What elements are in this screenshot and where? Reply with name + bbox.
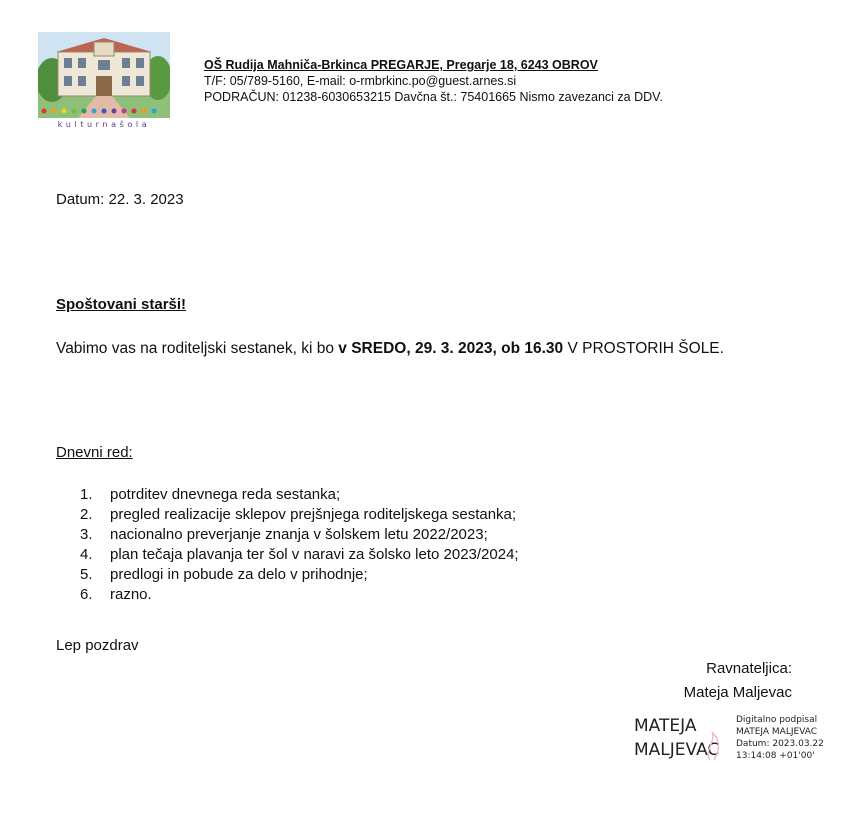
agenda-number: 6. [80,586,93,603]
closing: Lep pozdrav [56,637,139,654]
agenda-text: plan tečaja plavanja ter šol v naravi za šolsko leto 2023/2024; [110,546,519,563]
agenda-number: 4. [80,546,93,563]
digital-signature-details [736,714,824,762]
logo-caption: kulturnašola [57,120,151,129]
invitation-intro: Vabimo vas na roditeljski sestanek, ki bo [56,340,339,357]
agenda-item [80,505,519,525]
signer-name: Mateja Maljevac [683,684,792,701]
meeting-datetime: v SREDO, 29. 3. 2023, ob 16.30 [338,340,564,357]
agenda-text: nacionalno preverjanje znanja v šolskem letu 2022/2023; [110,526,488,543]
greeting: Spoštovani starši! [56,296,187,313]
letterhead [204,57,663,105]
signer-role: Ravnateljica: [706,660,792,677]
signature-block [684,657,792,705]
letter-date: Datum: 22. 3. 2023 [56,191,184,208]
agenda-number: 5. [80,566,93,583]
agenda-number: 2. [80,506,93,523]
account-line: PODRAČUN: 01238-6030653215 Davčna št.: 75401665 Nismo zavezanci za DDV. [204,90,663,104]
agenda-item [80,525,519,545]
digital-signature[interactable] [634,712,834,772]
invitation-location: V PROSTORIH ŠOLE. [563,340,724,357]
signature-detail-line: MATEJA MALJEVAC [736,727,818,737]
digital-signature-name-line2: MALJEVAC [634,740,720,760]
agenda-text: predlogi in pobude za delo v prihodnje; [110,566,368,583]
agenda-item [80,565,519,585]
school-logo [38,32,170,132]
digital-signature-name-line1: MATEJA [634,716,697,736]
school-building-image [38,32,170,118]
agenda-text: pregled realizacije sklepov prejšnjega roditeljskega sestanka; [110,506,517,523]
agenda-number: 3. [80,526,93,543]
agenda-number: 1. [80,486,93,503]
colorful-figures-icon [38,108,170,118]
signature-detail-line: Datum: 2023.03.22 [736,739,824,749]
invitation-text [56,338,816,360]
agenda-item [80,485,519,505]
agenda-list [80,485,519,605]
agenda-text: razno. [110,586,152,603]
agenda-item [80,585,519,605]
signature-detail-line: 13:14:08 +01'00' [736,751,815,761]
agenda-title: Dnevni red: [56,444,133,461]
agenda-text: potrditev dnevnega reda sestanka; [110,486,341,503]
contact-line: T/F: 05/789-5160, E-mail: o-rmbrkinc.po@guest.arnes.si [204,74,517,88]
school-name: OŠ Rudija Mahniča-Brkinca PREGARJE, Pregarje 18, 6243 OBROV [204,58,598,72]
signature-mark-icon [702,724,732,766]
agenda-item [80,545,519,565]
signature-detail-line: Digitalno podpisal [736,715,818,725]
